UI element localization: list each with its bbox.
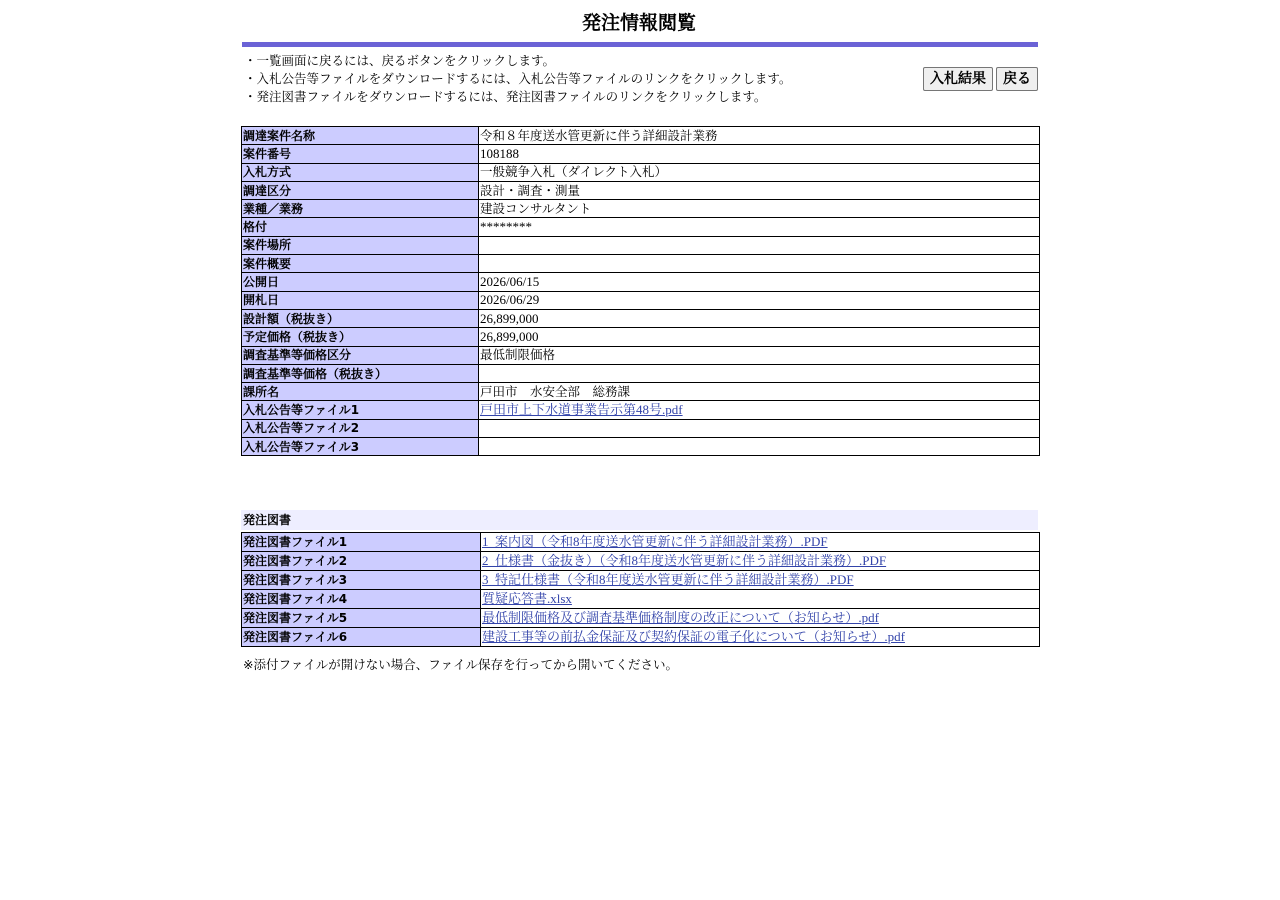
doc-file-link-6[interactable]: 建設工事等の前払金保証及び契約保証の電子化について（お知らせ）.pdf <box>482 629 905 644</box>
row-value <box>479 255 1040 273</box>
row-value <box>479 236 1040 254</box>
row-value: ******** <box>479 218 1040 236</box>
row-label: 入札公告等ファイル3 <box>242 438 479 456</box>
table-row <box>242 552 1040 571</box>
row-label: 発注図書ファイル5 <box>242 609 481 628</box>
table-row <box>242 255 1040 273</box>
table-row <box>242 309 1040 327</box>
order-docs-table <box>241 532 1040 647</box>
table-row <box>242 609 1040 628</box>
row-label: 調査基準等価格区分 <box>242 346 479 364</box>
instructions <box>244 52 884 106</box>
row-value <box>479 419 1040 437</box>
attachment-note: ※添付ファイルが開けない場合、ファイル保存を行ってから開いてください。 <box>243 657 678 672</box>
row-value: 一般競争入札（ダイレクト入札） <box>479 163 1040 181</box>
doc-file-link-2[interactable]: 2_仕様書（金抜き）（令和8年度送水管更新に伴う詳細設計業務）.PDF <box>482 553 887 568</box>
button-group <box>923 67 1038 91</box>
row-value <box>479 364 1040 382</box>
page-title: 発注情報閲覧 <box>581 13 696 34</box>
row-value <box>481 552 1040 571</box>
row-label: 案件場所 <box>242 236 479 254</box>
table-row <box>242 571 1040 590</box>
row-value: 2026/06/29 <box>479 291 1040 309</box>
table-row <box>242 590 1040 609</box>
row-label: 発注図書ファイル3 <box>242 571 481 590</box>
row-label: 調達区分 <box>242 181 479 199</box>
instruction-line: ・一覧画面に戻るには、戻るボタンをクリックします。 <box>244 53 556 68</box>
back-button[interactable]: 戻る <box>996 67 1038 91</box>
row-label: 開札日 <box>242 291 479 309</box>
row-value: 設計・調査・測量 <box>479 181 1040 199</box>
row-value: 108188 <box>479 145 1040 163</box>
table-row <box>242 181 1040 199</box>
row-label: 予定価格（税抜き） <box>242 328 479 346</box>
table-row <box>242 200 1040 218</box>
row-label: 発注図書ファイル1 <box>242 533 481 552</box>
row-value <box>479 438 1040 456</box>
table-row <box>242 273 1040 291</box>
row-value: 戸田市 水安全部 総務課 <box>479 383 1040 401</box>
row-label: 入札公告等ファイル2 <box>242 419 479 437</box>
row-label: 業種／業務 <box>242 200 479 218</box>
row-value: 最低制限価格 <box>479 346 1040 364</box>
table-row <box>242 328 1040 346</box>
row-label: 案件概要 <box>242 255 479 273</box>
row-value <box>481 590 1040 609</box>
row-label: 公開日 <box>242 273 479 291</box>
instruction-line: ・入札公告等ファイルをダウンロードするには、入札公告等ファイルのリンクをクリックします。 <box>244 71 792 86</box>
docs-section-header: 発注図書 <box>241 510 1038 530</box>
row-label: 発注図書ファイル6 <box>242 628 481 647</box>
row-value: 2026/06/15 <box>479 273 1040 291</box>
row-label: 案件番号 <box>242 145 479 163</box>
instruction-line: ・発注図書ファイルをダウンロードするには、発注図書ファイルのリンクをクリックします。 <box>244 89 767 104</box>
bid-result-button[interactable]: 入札結果 <box>923 67 993 91</box>
row-label: 入札方式 <box>242 163 479 181</box>
row-value: 建設コンサルタント <box>479 200 1040 218</box>
row-label: 設計額（税抜き） <box>242 309 479 327</box>
row-value: 26,899,000 <box>479 309 1040 327</box>
row-value <box>481 571 1040 590</box>
table-row <box>242 419 1040 437</box>
table-row <box>242 628 1040 647</box>
doc-file-link-1[interactable]: 1_案内図（令和8年度送水管更新に伴う詳細設計業務）.PDF <box>482 534 828 549</box>
row-label: 発注図書ファイル2 <box>242 552 481 571</box>
row-label: 調達案件名称 <box>242 127 479 145</box>
table-row <box>242 291 1040 309</box>
row-label: 調査基準等価格（税抜き） <box>242 364 479 382</box>
table-row <box>242 236 1040 254</box>
table-row <box>242 401 1040 419</box>
notice-file-link-1[interactable]: 戸田市上下水道事業告示第48号.pdf <box>480 402 683 418</box>
table-row <box>242 218 1040 236</box>
procurement-info-table <box>241 126 1040 456</box>
table-row <box>242 533 1040 552</box>
row-value <box>481 533 1040 552</box>
row-label: 課所名 <box>242 383 479 401</box>
row-value <box>481 628 1040 647</box>
row-value: 令和８年度送水管更新に伴う詳細設計業務 <box>479 127 1040 145</box>
doc-file-link-4[interactable]: 質疑応答書.xlsx <box>482 591 572 606</box>
row-label: 入札公告等ファイル1 <box>242 401 479 419</box>
row-label: 発注図書ファイル4 <box>242 590 481 609</box>
row-value <box>481 609 1040 628</box>
doc-file-link-3[interactable]: 3_特記仕様書（令和8年度送水管更新に伴う詳細設計業務）.PDF <box>482 572 854 587</box>
row-label: 格付 <box>242 218 479 236</box>
table-row <box>242 346 1040 364</box>
table-row <box>242 163 1040 181</box>
table-row <box>242 364 1040 382</box>
table-row <box>242 383 1040 401</box>
title-divider <box>242 42 1038 47</box>
table-row <box>242 438 1040 456</box>
row-value: 26,899,000 <box>479 328 1040 346</box>
row-value <box>479 401 1040 419</box>
table-row <box>242 145 1040 163</box>
doc-file-link-5[interactable]: 最低制限価格及び調査基準価格制度の改正について（お知らせ）.pdf <box>482 610 879 625</box>
table-row <box>242 127 1040 145</box>
